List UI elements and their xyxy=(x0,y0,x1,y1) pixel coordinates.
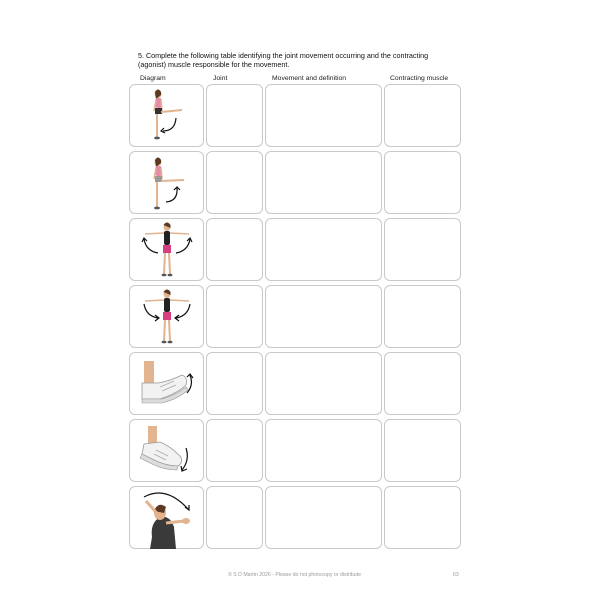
joint-cell-5[interactable] xyxy=(206,352,263,415)
arm-swing-overhead-icon xyxy=(130,487,205,550)
diagram-cell-7 xyxy=(129,486,204,549)
joint-cell-2[interactable] xyxy=(206,151,263,214)
diagram-cell-3 xyxy=(129,218,204,281)
muscle-cell-2[interactable] xyxy=(384,151,461,214)
muscle-cell-4[interactable] xyxy=(384,285,461,348)
movement-cell-2[interactable] xyxy=(265,151,382,214)
woman-leg-raise-front-icon xyxy=(130,85,205,148)
joint-cell-1[interactable] xyxy=(206,84,263,147)
diagram-cell-2 xyxy=(129,151,204,214)
muscle-cell-6[interactable] xyxy=(384,419,461,482)
movement-cell-3[interactable] xyxy=(265,218,382,281)
diagram-cell-1 xyxy=(129,84,204,147)
movement-cell-7[interactable] xyxy=(265,486,382,549)
joint-cell-6[interactable] xyxy=(206,419,263,482)
footer-page-number: 63 xyxy=(453,572,459,578)
movement-cell-5[interactable] xyxy=(265,352,382,415)
diagram-cell-4 xyxy=(129,285,204,348)
foot-raise-toes-icon xyxy=(130,353,205,416)
diagram-cell-5 xyxy=(129,352,204,415)
movement-cell-1[interactable] xyxy=(265,84,382,147)
foot-point-toes-icon xyxy=(130,420,205,483)
muscle-cell-5[interactable] xyxy=(384,352,461,415)
muscle-cell-3[interactable] xyxy=(384,218,461,281)
diagram-cell-6 xyxy=(129,419,204,482)
question-text xyxy=(138,51,468,69)
header-movement: Movement and definition xyxy=(272,75,347,82)
muscle-cell-1[interactable] xyxy=(384,84,461,147)
header-muscle: Contracting muscle xyxy=(390,75,449,82)
header-joint: Joint xyxy=(213,75,228,82)
footer-copyright: © S D Martin 2026 - Please do not photocopy or distribute xyxy=(228,572,362,578)
woman-arms-raise-side-icon xyxy=(130,219,205,282)
joint-cell-4[interactable] xyxy=(206,285,263,348)
joint-cell-7[interactable] xyxy=(206,486,263,549)
question-line-1: 5. Complete the following table identifying the joint movement occurring and the contracting xyxy=(138,51,429,60)
woman-leg-lower-front-icon xyxy=(130,152,205,215)
question-line-2: (agonist) muscle responsible for the movement. xyxy=(138,60,290,69)
header-diagram: Diagram xyxy=(140,75,166,82)
muscle-cell-7[interactable] xyxy=(384,486,461,549)
joint-cell-3[interactable] xyxy=(206,218,263,281)
movement-cell-4[interactable] xyxy=(265,285,382,348)
movement-cell-6[interactable] xyxy=(265,419,382,482)
woman-arms-lower-side-icon xyxy=(130,286,205,349)
